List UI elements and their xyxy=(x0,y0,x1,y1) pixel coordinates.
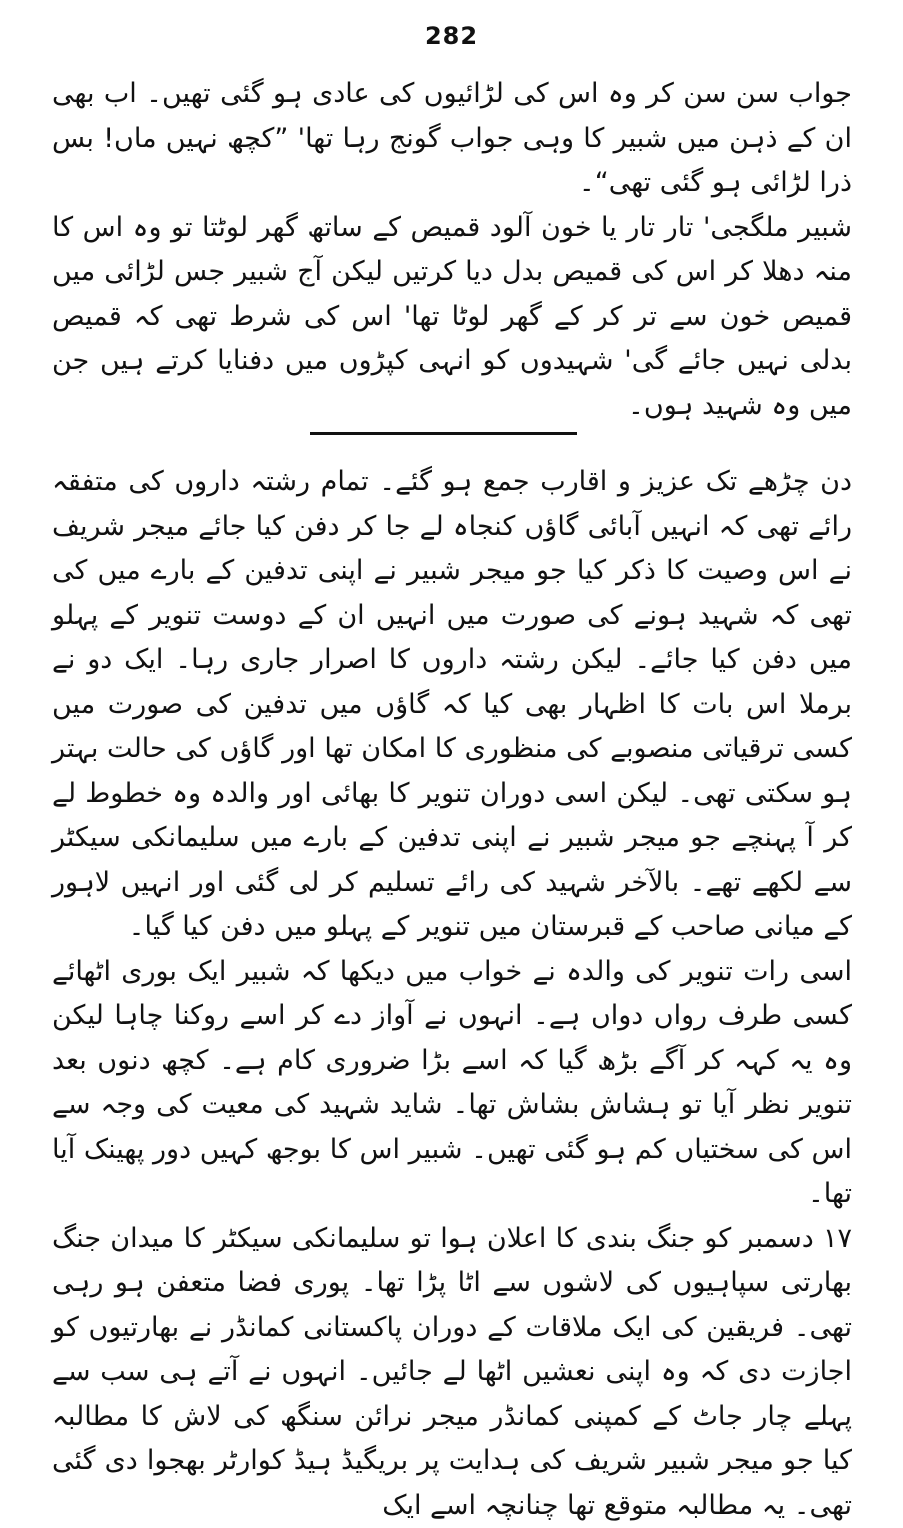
paragraph: ۱۷ دسمبر کو جنگ بندی کا اعلان ہوا تو سلیمانکی سیکٹر کا میدان جنگ بھارتی سپاہیوں کی لاشوں سے اٹا پڑا تھا۔ پوری فضا متعفن ہو رہی تھی۔ فریقین کی ایک ملاقات کے دوران پاکستانی کمانڈر نے بھارتیوں کو اجازت دی کہ وہ اپنی نعشیں اٹھا لے جائیں۔ انہوں نے آتے ہی سب سے پہلے چار جاٹ کے کمپنی کمانڈر میجر نرائن سنگھ کی لاش کا مطالبہ کیا جو میجر شبیر شریف کی ہدایت پر بریگیڈ ہیڈ کوارٹر بھجوا دی گئی تھی۔ یہ مطالبہ متوقع تھا چنانچہ اسے ایک xyxy=(52,1217,852,1528)
paragraph: دن چڑھے تک عزیز و اقارب جمع ہو گئے۔ تمام رشتہ داروں کی متفقہ رائے تھی کہ انہیں آبائی گاؤں کنجاہ لے جا کر دفن کیا جائے میجر شریف نے اس وصیت کا ذکر کیا جو میجر شبیر نے اپنی تدفین کے بارے میں کی تھی کہ شہید ہونے کی صورت میں انہیں ان کے دوست تنویر کے پہلو میں دفن کیا جائے۔ لیکن رشتہ داروں کا اصرار جاری رہا۔ ایک دو نے برملا اس بات کا اظہار بھی کیا کہ گاؤں میں تدفین کی صورت میں کسی ترقیاتی منصوبے کی منظوری کا امکان تھا اور گاؤں کی حالت بہتر ہو سکتی تھی۔ لیکن اسی دوران تنویر کا بھائی اور والدہ وہ خطوط لے کر آ پہنچے جو میجر شبیر نے اپنی تدفین کے بارے میں سلیمانکی سیکٹر سے لکھے تھے۔ بالآخر شہید کی رائے تسلیم کر لی گئی اور انہیں لاہور کے میانی صاحب کے قبرستان میں تنویر کے پہلو میں دفن کیا گیا۔ xyxy=(52,460,852,950)
paragraph: شبیر ملگجی' تار تار یا خون آلود قمیص کے ساتھ گھر لوٹتا تو وہ اس کا منہ دھلا کر اس کی قمیص بدل دیا کرتیں لیکن آج شبیر جس لڑائی میں قمیص خون سے تر کر کے گھر لوٹا تھا' اس کی شرط تھی کہ قمیص بدلی نہیں جائے گی' شہیدوں کو انہی کپڑوں میں دفنایا کرتے ہیں جن میں وہ شہید ہوں۔ xyxy=(52,206,852,429)
paragraph: جواب سن سن کر وہ اس کی لڑائیوں کی عادی ہو گئی تھیں۔ اب بھی ان کے ذہن میں شبیر کا وہی جواب گونج رہا تھا' ”کچھ نہیں ماں! بس ذرا لڑائی ہو گئی تھی“۔ xyxy=(52,72,852,206)
text-section-2 xyxy=(52,460,852,1528)
page-number: 282 xyxy=(0,22,903,50)
text-section-1 xyxy=(52,72,852,428)
paragraph: اسی رات تنویر کی والدہ نے خواب میں دیکھا کہ شبیر ایک بوری اٹھائے کسی طرف رواں دواں ہے۔ انہوں نے آواز دے کر اسے روکنا چاہا لیکن وہ یہ کہہ کر آگے بڑھ گیا کہ اسے بڑا ضروری کام ہے۔ کچھ دنوں بعد تنویر نظر آیا تو ہشاش بشاش تھا۔ شاید شہید کی معیت کی وجہ سے اس کی سختیاں کم ہو گئی تھیں۔ شبیر اس کا بوجھ کہیں دور پھینک آیا تھا۔ xyxy=(52,950,852,1217)
section-divider xyxy=(310,432,577,435)
